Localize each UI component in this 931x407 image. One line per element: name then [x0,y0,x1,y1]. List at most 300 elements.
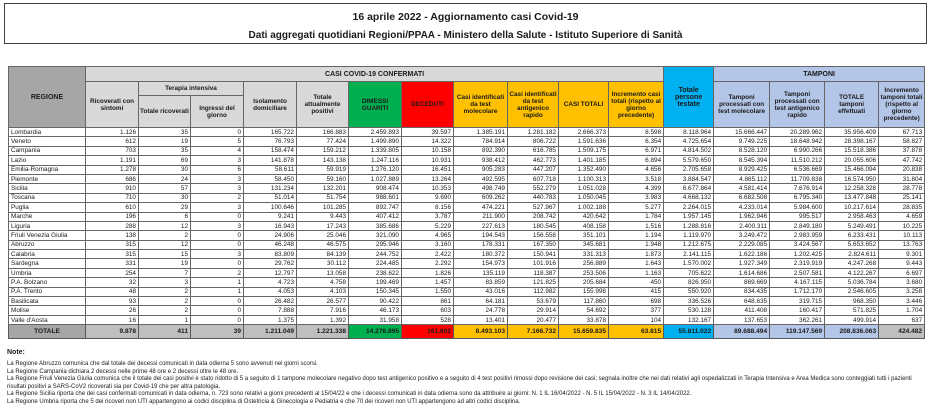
region-name-cell: Molise [9,306,86,315]
value-cell: 2.319.919 [770,259,825,268]
value-cell: 527.967 [508,203,559,212]
total-value-cell: 89.688.494 [714,325,770,339]
value-cell: 10.158 [402,146,454,155]
table-row [9,278,925,287]
value-cell: 35 [139,146,191,155]
col-header-ricoverati: Ricoverati con sintomi [86,82,139,128]
value-cell: 988.601 [349,193,402,202]
value-cell: 321.090 [349,231,402,240]
value-cell: 331.313 [559,250,609,259]
value-cell: 51.014 [244,193,297,202]
total-value-cell: 39 [191,325,244,339]
value-cell: 498.749 [454,184,508,193]
region-name-cell: Lombardia [9,128,86,137]
header-row-groups [9,67,925,82]
region-name-cell: Basilicata [9,297,86,306]
value-cell: 2.459.893 [349,128,402,137]
value-cell: 1.352.490 [559,165,609,174]
value-cell: 84.139 [297,250,349,259]
group-header-terapia-intensiva: Terapia intensiva [139,82,244,96]
value-cell: 12 [139,240,191,249]
value-cell: 4.399 [609,184,664,193]
value-cell: 28.835 [879,203,925,212]
value-cell: 4.233.014 [714,203,770,212]
value-cell: 29.914 [508,306,559,315]
table-row [9,297,925,306]
note-line: La Regione Abruzzo comunica che dal totale dei decessi comunicati in data odierna 5 sono avvenuti nei giorni scorsi. [7,361,318,367]
value-cell: 3.424.567 [770,240,825,249]
value-cell: 5.036.784 [825,278,879,287]
value-cell: 6.971 [609,146,664,155]
value-cell: 2.400.311 [714,221,770,230]
value-cell: 0 [191,315,244,324]
value-cell: 1.027.889 [349,174,402,183]
col-header-tamponi-molecolare: Tamponi processati con test molecolare [714,82,770,128]
value-cell: 104 [609,315,664,324]
value-cell: 4.103 [297,287,349,296]
value-cell: 1.163 [609,268,664,277]
region-name-cell: P.A. Trento [9,287,86,296]
value-cell: 0 [191,259,244,268]
region-name-cell: Sardegna [9,259,86,268]
value-cell: 4.814.502 [664,146,714,155]
value-cell: 26 [86,306,139,315]
total-value-cell: 8.493.103 [454,325,508,339]
value-cell: 47.742 [879,156,925,165]
value-cell: 205.684 [559,278,609,287]
value-cell: 4.053 [244,287,297,296]
region-name-cell: Veneto [9,137,86,146]
value-cell: 319.715 [770,297,825,306]
value-cell: 156.558 [508,231,559,240]
value-cell: 24.778 [454,306,508,315]
total-row [9,325,925,339]
value-cell: 253.506 [559,268,609,277]
value-cell: 112.982 [508,287,559,296]
value-cell: 8.598 [609,128,664,137]
value-cell: 256.889 [559,259,609,268]
total-value-cell: 1.211.049 [244,325,297,339]
value-cell: 869.669 [714,278,770,287]
value-cell: 1.191 [86,156,139,165]
value-cell: 0 [191,297,244,306]
value-cell: 1 [139,315,191,324]
value-cell: 710 [86,193,139,202]
value-cell: 4.865.112 [714,174,770,183]
value-cell: 3 [191,250,244,259]
value-cell: 160.417 [770,306,825,315]
value-cell: 610 [86,203,139,212]
value-cell: 377 [609,306,664,315]
value-cell: 9.749.225 [714,137,770,146]
value-cell: 58.450 [244,174,297,183]
value-cell: 905.283 [454,165,508,174]
value-cell: 58.611 [244,165,297,174]
value-cell: 648.635 [714,297,770,306]
value-cell: 1.948 [609,240,664,249]
value-cell: 3 [191,203,244,212]
value-cell: 1.119.970 [664,231,714,240]
value-cell: 19 [139,137,191,146]
value-cell: 67.713 [879,128,925,137]
value-cell: 9.301 [879,250,925,259]
value-cell: 58.827 [879,137,925,146]
value-cell: 861 [402,297,454,306]
value-cell: 8.545.394 [714,156,770,165]
value-cell: 3.258 [879,287,925,296]
table-row [9,146,925,155]
value-cell: 194.543 [454,231,508,240]
value-cell: 28.778 [879,184,925,193]
value-cell: 17.243 [297,221,349,230]
value-cell: 3.446 [879,297,925,306]
value-cell: 51.754 [297,193,349,202]
value-cell: 159.212 [297,146,349,155]
value-cell: 101.916 [508,259,559,268]
value-cell: 166.883 [297,128,349,137]
notes-section [7,349,927,407]
value-cell: 135.119 [454,268,508,277]
value-cell: 1.212.675 [664,240,714,249]
table-row [9,165,925,174]
value-cell: 31.804 [879,174,925,183]
table-row [9,306,925,315]
value-cell: 5.249.491 [825,221,879,230]
total-value-cell: 15.659.835 [559,325,609,339]
value-cell: 315 [86,250,139,259]
value-cell: 6.677.864 [664,184,714,193]
value-cell: 407.412 [349,212,402,221]
value-cell: 703 [86,146,139,155]
value-cell: 4.965 [402,231,454,240]
value-cell: 29.762 [244,259,297,268]
total-value-cell: 424.482 [879,325,925,339]
value-cell: 132.167 [664,315,714,324]
value-cell: 15.466.094 [825,165,879,174]
table-row [9,240,925,249]
total-value-cell: 7.166.732 [508,325,559,339]
value-cell: 208.742 [508,212,559,221]
value-cell: 528 [402,315,454,324]
report-subtitle: Dati aggregati quotidiani Regioni/PPAA - Ministero della Salute - Istituto Superiore di Sanità [248,30,683,41]
table-row [9,221,925,230]
value-cell: 0 [191,128,244,137]
value-cell: 5 [191,137,244,146]
value-cell: 1.927.349 [714,259,770,268]
value-cell: 6.697 [879,268,925,277]
value-cell: 5.653.652 [825,240,879,249]
value-cell: 331 [86,259,139,268]
value-cell: 9.443 [297,212,349,221]
value-cell: 54.692 [559,306,609,315]
value-cell: 10.931 [402,156,454,165]
value-cell: 3 [191,156,244,165]
value-cell: 1.499.890 [349,137,402,146]
value-cell: 101.285 [297,203,349,212]
value-cell: 938.412 [454,156,508,165]
total-value-cell: 161.602 [402,325,454,339]
value-cell: 33.878 [559,315,609,324]
value-cell: 2 [139,297,191,306]
value-cell: 155.998 [559,287,609,296]
value-cell: 336.526 [664,297,714,306]
value-cell: 499.914 [825,315,879,324]
value-cell: 1.962.946 [714,212,770,221]
value-cell: 121.825 [508,278,559,287]
region-name-cell: Emilia-Romagna [9,165,86,174]
value-cell: 10.225 [879,221,925,230]
note-line: La Regione Umbria riporta che 5 dei ricoveri non UTI appartengono ai codici disciplina di Ostetricia & Ginecologia e Pediatria e che 70 dei ricoveri non UTI appartengono ad altri codici disciplina. [7,398,521,405]
note-line: La Regione Campania dichiara 2 decessi nelle prime 48 ore e 2 decessi oltre le 48 ore. [7,368,239,375]
value-cell: 607.718 [508,174,559,183]
table-row [9,156,925,165]
region-name-cell: Friuli Venezia Giulia [9,231,86,240]
value-cell: 2.292 [402,259,454,268]
value-cell: 1.194 [609,231,664,240]
value-cell: 910 [86,184,139,193]
value-cell: 12 [139,221,191,230]
table-row [9,212,925,221]
value-cell: 39.597 [402,128,454,137]
value-cell: 2.229.085 [714,240,770,249]
value-cell: 141.878 [244,156,297,165]
value-cell: 1.202.425 [770,250,825,259]
table-row [9,259,925,268]
value-cell: 4 [191,146,244,155]
value-cell: 20.289.962 [770,128,825,137]
value-cell: 77.424 [297,137,349,146]
value-cell: 1.784 [609,212,664,221]
value-cell: 43.016 [454,287,508,296]
value-cell: 48 [86,287,139,296]
value-cell: 1.826 [402,268,454,277]
value-cell: 612 [86,137,139,146]
value-cell: 892.390 [454,146,508,155]
value-cell: 1.704 [879,306,925,315]
covid-data-table [8,66,925,339]
value-cell: 8.118.964 [664,128,714,137]
value-cell: 1.288.816 [664,221,714,230]
value-cell: 14.322 [402,137,454,146]
value-cell: 2 [139,306,191,315]
value-cell: 93 [86,297,139,306]
value-cell: 16.943 [244,221,297,230]
notes-heading: Note: [7,349,25,356]
col-header-totale-ricoverati: Totale ricoverati [139,96,191,128]
value-cell: 1.002.188 [559,203,609,212]
value-cell: 2.666.373 [559,128,609,137]
value-cell: 254 [86,268,139,277]
col-header-ingressi-giorno: Ingressi del giorno [191,96,244,128]
value-cell: 345.681 [559,240,609,249]
value-cell: 5.229 [402,221,454,230]
value-cell: 150.345 [349,287,402,296]
value-cell: 20.477 [508,315,559,324]
value-cell: 13.763 [879,240,925,249]
value-cell: 420.642 [559,212,609,221]
value-cell: 1.339.805 [349,146,402,155]
value-cell: 83.859 [454,278,508,287]
value-cell: 57 [139,184,191,193]
value-cell: 0 [191,306,244,315]
value-cell: 1.401.185 [559,156,609,165]
value-cell: 1.457 [402,278,454,287]
value-cell: 1.614.686 [714,268,770,277]
value-cell: 2.546.605 [825,287,879,296]
col-header-incremento-casi: Incremento casi totali (rispetto al giorno precedente) [609,82,664,128]
value-cell: 1.516 [609,221,664,230]
value-cell: 5.984.600 [770,203,825,212]
value-cell: 6.233.431 [825,231,879,240]
value-cell: 8.528.120 [714,146,770,155]
value-cell: 13.264 [402,174,454,183]
table-row [9,193,925,202]
value-cell: 4.247.268 [825,259,879,268]
value-cell: 26.577 [297,297,349,306]
value-cell: 6.894 [609,156,664,165]
value-cell: 2.507.581 [770,268,825,277]
value-cell: 117.860 [559,297,609,306]
value-cell: 450 [609,278,664,287]
value-cell: 76.793 [244,137,297,146]
value-cell: 492.595 [454,174,508,183]
value-cell: 29 [139,203,191,212]
value-cell: 637 [879,315,925,324]
value-cell: 2.958.463 [825,212,879,221]
region-name-cell: Umbria [9,268,86,277]
value-cell: 150.941 [508,250,559,259]
value-cell: 15.518.386 [825,146,879,155]
value-cell: 1 [191,287,244,296]
value-cell: 154.973 [454,259,508,268]
table-row [9,203,925,212]
value-cell: 1.873 [609,250,664,259]
value-cell: 4.725.654 [664,137,714,146]
value-cell: 571.825 [825,306,879,315]
value-cell: 7 [139,268,191,277]
value-cell: 7.676.914 [770,184,825,193]
value-cell: 1.281.182 [508,128,559,137]
region-name-cell: Calabria [9,250,86,259]
value-cell: 705.622 [664,268,714,277]
total-value-cell: 14.276.895 [349,325,402,339]
value-cell: 550.920 [664,287,714,296]
value-cell: 1.392 [297,315,349,324]
total-value-cell: 411 [139,325,191,339]
value-cell: 244.752 [349,250,402,259]
value-cell: 530.128 [664,306,714,315]
value-cell: 411.408 [714,306,770,315]
table-row [9,137,925,146]
col-header-attualmente-positivi: Totale attualmente positivi [297,82,349,128]
value-cell: 30 [139,193,191,202]
value-cell: 4.723 [244,278,297,287]
value-cell: 25.141 [879,193,925,202]
value-cell: 0 [191,212,244,221]
value-cell: 474.221 [454,203,508,212]
value-cell: 4.668.132 [664,193,714,202]
value-cell: 180.372 [454,250,508,259]
value-cell: 4.167.115 [770,278,825,287]
group-header-casi-confermati: CASI COVID-19 CONFERMATI [86,67,664,82]
value-cell: 2 [139,231,191,240]
value-cell: 1.050.045 [559,193,609,202]
value-cell: 1.385.191 [454,128,508,137]
value-cell: 1 [191,278,244,287]
value-cell: 9.443 [879,259,925,268]
value-cell: 968.350 [825,297,879,306]
value-cell: 158.474 [244,146,297,155]
region-name-cell: Marche [9,212,86,221]
col-header-totale-tamponi: TOTALE tamponi effettuati [825,82,879,128]
value-cell: 13.058 [297,268,349,277]
value-cell: 288 [86,221,139,230]
value-cell: 408.158 [559,221,609,230]
value-cell: 6.536.669 [770,165,825,174]
value-cell: 64.181 [454,297,508,306]
value-cell: 603 [402,306,454,315]
value-cell: 6.795.340 [770,193,825,202]
value-cell: 616.785 [508,146,559,155]
note-line: La Regione Sicilia riporta che dei casi confermati comunicati in data odierna, n. 723 sono relativi a giorni precedenti al 15/04/22 e che i decessi comunicati in data odierna sono da attribuire ai giorni: N. 1 IL 16/04/2022 - N. 5 IL 15/04/2022 - N. 3 IL 14/04/2022. [7,391,692,398]
value-cell: 6 [191,165,244,174]
value-cell: 30 [139,165,191,174]
value-cell: 698 [609,297,664,306]
value-cell: 4.758 [297,278,349,287]
value-cell: 1.550 [402,287,454,296]
value-cell: 995.517 [770,212,825,221]
value-cell: 447.207 [508,165,559,174]
value-cell: 1.643 [609,259,664,268]
region-name-cell: Campania [9,146,86,155]
table-row [9,174,925,183]
value-cell: 1.051.028 [559,184,609,193]
total-label-cell: TOTALE [9,325,86,339]
region-name-cell: Lazio [9,156,86,165]
region-name-cell: Liguria [9,221,86,230]
col-header-isolamento: Isolamento domiciliare [244,82,297,128]
note-line: La Regione Friuli Venezia Giulia comunica che il totale dei casi positivi è stato ridotto di 5 a seguito di 1 tampone molecolare negativo dopo test antigenico positivo e a seguito di 4 test positivi rimossi dopo revisione dei casi; segnala inoltre che nei dati relativi agli ospedalizzati in Terapia Intensiva e Area Medica sono conteggiati tutti i pazienti risultati positivi a SARS-CoV2 ricoverati sia per Covid-19 che per altra patologia. [7,376,912,390]
value-cell: 908.474 [349,184,402,193]
value-cell: 3 [191,221,244,230]
value-cell: 11.510.212 [770,156,825,165]
value-cell: 3.249.472 [714,231,770,240]
value-cell: 2.264.015 [664,203,714,212]
value-cell: 8.156 [402,203,454,212]
value-cell: 143.138 [297,156,349,165]
value-cell: 686 [86,174,139,183]
value-cell: 3.680 [879,278,925,287]
region-name-cell: P.A. Bolzano [9,278,86,287]
value-cell: 59.919 [297,165,349,174]
value-cell: 224.485 [349,259,402,268]
value-cell: 3 [191,184,244,193]
group-header-tamponi: TAMPONI [714,67,925,82]
value-cell: 1.278 [86,165,139,174]
region-name-cell: Piemonte [9,174,86,183]
value-cell: 46.248 [244,240,297,249]
value-cell: 15.666.447 [714,128,770,137]
col-header-casi-molecolare: Casi identificati da test molecolare [454,82,508,128]
total-value-cell: 1.221.338 [297,325,349,339]
value-cell: 415 [609,287,664,296]
value-cell: 167.350 [508,240,559,249]
region-name-cell: Sicilia [9,184,86,193]
value-cell: 46.173 [349,306,402,315]
value-cell: 462.773 [508,156,559,165]
value-cell: 6.682.508 [714,193,770,202]
value-cell: 26.482 [244,297,297,306]
